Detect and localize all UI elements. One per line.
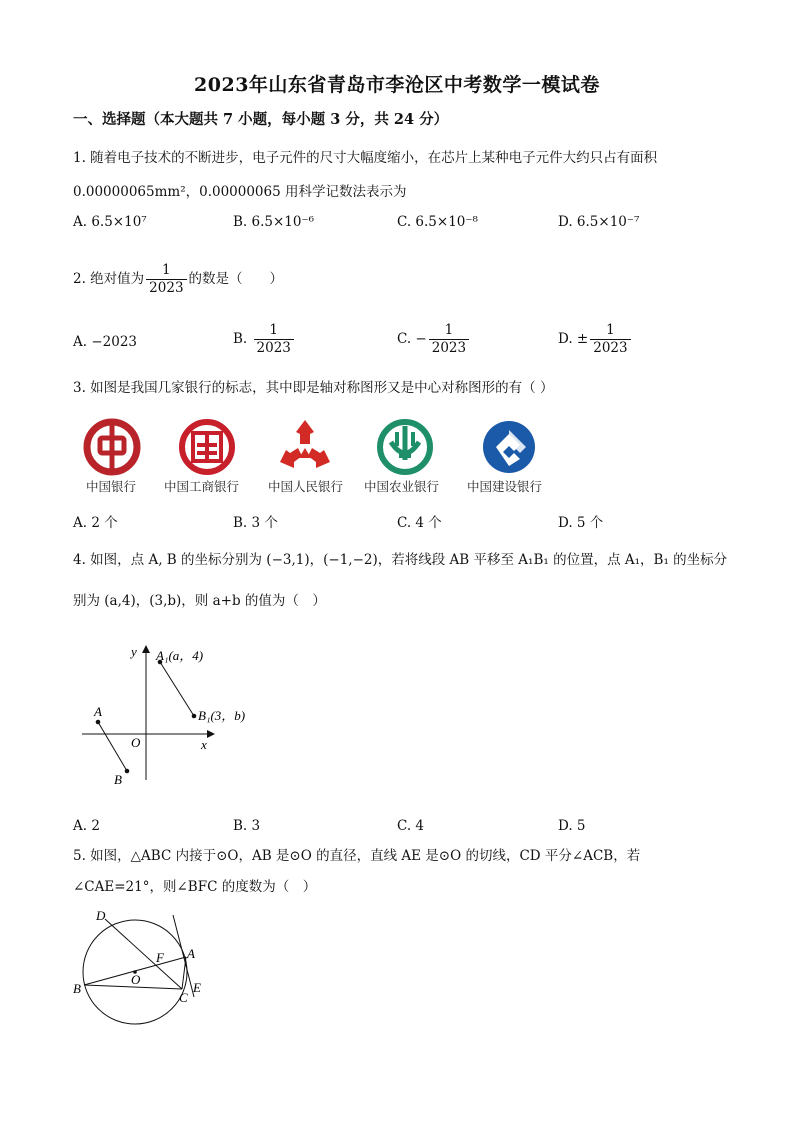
bank-label-icbc: 中国工商银行	[164, 479, 240, 494]
label-y: y	[131, 644, 137, 659]
q4-option-d[interactable]: D. 5	[558, 818, 586, 834]
page-title: 2023年山东省青岛市李沧区中考数学一模试卷	[194, 74, 600, 96]
q2-option-c-label: C. −	[397, 331, 427, 347]
q4-line1: 4. 如图，点 A, B 的坐标分别为 (−3,1)，(−1,−2)，若将线段 AB 平移至 A₁B₁ 的位置，点 A₁，B₁ 的坐标分	[73, 552, 728, 568]
q2-stem	[73, 262, 283, 297]
q1-option-b[interactable]: B. 6.5×10⁻⁶	[233, 214, 314, 230]
label-b: B	[73, 981, 81, 996]
bank-label-boc: 中国银行	[86, 479, 137, 494]
q2-d-den: 2023	[590, 339, 630, 357]
q2-c-num: 1	[444, 322, 454, 338]
q1-line1: 1. 随着电子技术的不断进步，电子元件的尺寸大幅度缩小，在芯片上某种电子元件大约只占有面积	[73, 150, 658, 166]
q5-line2: ∠CAE=21°，则∠BFC 的度数为（ ）	[73, 879, 317, 895]
label-a1: A₁(a，4)	[156, 648, 204, 663]
q2-b-den: 2023	[254, 339, 294, 357]
q4-option-c[interactable]: C. 4	[397, 818, 425, 834]
label-d: D	[96, 908, 106, 923]
q3-option-d[interactable]: D. 5 个	[558, 515, 604, 531]
q1-line2: 0.00000065mm²，0.00000065 用科学记数法表示为	[73, 184, 407, 200]
chord-cd	[105, 919, 182, 989]
q2-option-b-label: B.	[233, 331, 248, 347]
q5-circle-figure	[70, 905, 220, 1030]
q2-b-num: 1	[269, 322, 278, 338]
q2-option-b-fraction	[254, 322, 294, 357]
label-origin: O	[131, 735, 141, 750]
q2-option-b[interactable]	[233, 322, 296, 357]
abc-logo	[376, 418, 434, 476]
bank-of-china-logo	[83, 418, 141, 476]
point-a	[96, 720, 101, 725]
q2-c-den: 2023	[429, 339, 469, 357]
point-b	[125, 769, 130, 774]
q1-option-a[interactable]: A. 6.5×10⁷	[73, 214, 147, 230]
q1-option-d[interactable]: D. 6.5×10⁻⁷	[558, 214, 640, 230]
label-a: A	[94, 704, 102, 719]
bank-label-ccb: 中国建设银行	[467, 479, 543, 494]
segment-a1b1	[160, 662, 194, 716]
q2-d-num: 1	[606, 322, 615, 338]
q2-fraction	[146, 262, 186, 297]
q2-option-a[interactable]: A. −2023	[73, 334, 137, 350]
q2-frac-den: 2023	[146, 279, 186, 297]
q2-frac-num: 1	[162, 262, 171, 278]
q4-line2: 别为 (a,4)，(3,b)，则 a+b 的值为（ ）	[73, 593, 326, 609]
q2-prefix: 2. 绝对值为	[73, 271, 145, 287]
point-b1	[192, 714, 197, 719]
q2-option-d-fraction	[590, 322, 630, 357]
q3-option-b[interactable]: B. 3 个	[233, 515, 278, 531]
q2-option-d-label: D. ±	[558, 331, 589, 347]
label-b: B	[114, 772, 122, 787]
q3-stem: 3. 如图是我国几家银行的标志，其中即是轴对称图形又是中心对称图形的有（ ）	[73, 380, 554, 396]
q4-coordinate-figure	[78, 640, 246, 790]
ccb-logo	[480, 418, 538, 476]
q4-option-b[interactable]: B. 3	[233, 818, 261, 834]
q4-option-a[interactable]: A. 2	[73, 818, 100, 834]
label-e: E	[193, 980, 201, 995]
q2-suffix: 的数是（ ）	[188, 271, 284, 287]
section-heading: 一、选择题（本大题共 7 小题，每小题 3 分，共 24 分）	[73, 111, 449, 128]
q1-option-c[interactable]: C. 6.5×10⁻⁸	[397, 214, 478, 230]
q2-option-c-fraction	[429, 322, 469, 357]
label-c: C	[179, 990, 188, 1005]
label-b1: B₁(3，b)	[198, 708, 246, 723]
bank-label-abc: 中国农业银行	[364, 479, 440, 494]
label-a: A	[187, 946, 195, 961]
pboc-logo	[276, 418, 334, 476]
q3-option-c[interactable]: C. 4 个	[397, 515, 442, 531]
q5-line1: 5. 如图，△ABC 内接于⊙O，AB 是⊙O 的直径，直线 AE 是⊙O 的切线，CD 平分∠ACB，若	[73, 848, 641, 864]
label-x: x	[201, 737, 207, 752]
label-f: F	[156, 950, 164, 965]
q2-option-d[interactable]	[558, 322, 633, 357]
q2-option-c[interactable]	[397, 322, 471, 357]
label-o: O	[131, 972, 141, 987]
segment-ab	[98, 722, 127, 771]
bank-label-pboc: 中国人民银行	[268, 479, 344, 494]
icbc-logo	[178, 418, 236, 476]
q3-option-a[interactable]: A. 2 个	[73, 515, 118, 531]
